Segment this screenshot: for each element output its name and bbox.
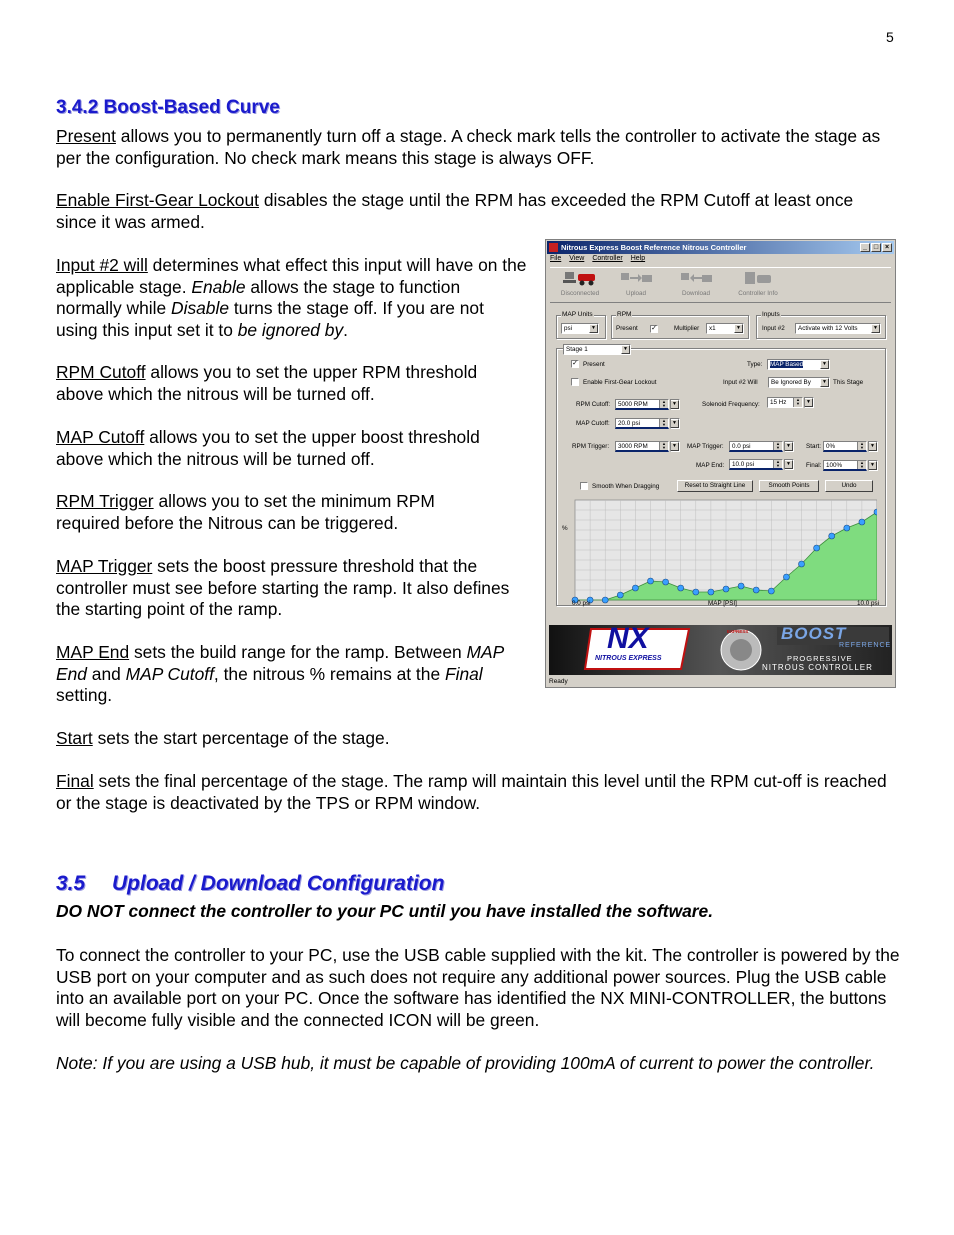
- curve-point[interactable]: [632, 585, 638, 591]
- undo-button[interactable]: Undo: [825, 480, 873, 492]
- paragraph-map-trigger: MAP Trigger sets the boost pressure threshold that the controller must see before starting the ramp. It also defines the starting point of the ramp.: [56, 556, 510, 620]
- nx-logo: NX: [607, 625, 649, 655]
- curve-point[interactable]: [708, 589, 714, 595]
- final-percent-input[interactable]: 100% ▲ ▼: [823, 460, 867, 471]
- solenoid-frequency-select[interactable]: 15 Hz ▲ ▼: [767, 397, 803, 408]
- app-title-bar: [547, 241, 894, 254]
- curve-point[interactable]: [859, 519, 865, 525]
- menu-view[interactable]: View: [569, 255, 585, 262]
- map-end-dropdown[interactable]: ▼: [784, 459, 794, 470]
- page-number: 5: [886, 29, 894, 45]
- section-heading-upload-download: 3.5 Upload / Download Configuration: [56, 872, 445, 895]
- curve-point[interactable]: [617, 592, 623, 598]
- stage-panel: Stage 1 ▼ ✓ Present Type: MAP Based ▼ Enable First-Gear Lockout Input #2 Will Be Ignored By ▼ This Stage RPM Cutoff: 5000 RPM ▲ ▼ ▼ Solenoid Frequency: 15 Hz ▲ ▼ ▼ MAP Cutoff: 20.0 psi ▲ ▼ ▼ RPM Trigger: 3000 RPM ▲ ▼ ▼ MAP Trigger: 0.0 psi ▲ ▼ ▼ Start: 0% ▲ ▼ ▼ MAP End: 10.0 psi ▲ ▼ ▼ Final: 100% ▲ ▼ ▼ Smooth When Dragging Reset to Straight Line Smooth Points Undo % 0.0 psi MAP [PSI] 10.0 psi: [556, 348, 886, 606]
- reference-label: REFERENCE: [839, 642, 892, 649]
- rpm-cutoff-dropdown[interactable]: ▼: [670, 399, 680, 410]
- app-icon: [549, 243, 558, 252]
- smooth-points-button[interactable]: Smooth Points: [759, 480, 819, 492]
- curve-point[interactable]: [799, 561, 805, 567]
- rpm-group: RPM Present ✓ Multiplier x1 ▼: [611, 315, 749, 339]
- close-button[interactable]: ×: [882, 243, 892, 252]
- curve-point[interactable]: [648, 578, 654, 584]
- paragraph-map-cutoff: MAP Cutoff allows you to set the upper boost threshold above which the nitrous will be turned off.: [56, 427, 480, 469]
- disconnected-icon: [563, 270, 597, 287]
- map-cutoff-input[interactable]: 20.0 psi ▲ ▼: [615, 418, 669, 429]
- solenoid-frequency-dropdown[interactable]: ▼: [804, 397, 814, 408]
- rpm-trigger-dropdown[interactable]: ▼: [670, 441, 680, 452]
- final-percent-dropdown[interactable]: ▼: [868, 460, 878, 471]
- type-select[interactable]: MAP Based ▼: [767, 359, 830, 370]
- curve-point[interactable]: [829, 533, 835, 539]
- reset-straight-line-button[interactable]: Reset to Straight Line: [677, 480, 753, 492]
- chart-x-max-label: 10.0 psi: [857, 600, 880, 607]
- map-cutoff-dropdown[interactable]: ▼: [670, 418, 680, 429]
- curve-point[interactable]: [814, 545, 820, 551]
- curve-point[interactable]: [663, 579, 669, 585]
- boost-title: BOOST: [781, 625, 847, 643]
- upload-icon: [619, 270, 653, 287]
- lockout-checkbox: [571, 378, 579, 386]
- map-trigger-input[interactable]: 0.0 psi ▲ ▼: [729, 441, 783, 452]
- status-bar: Ready: [549, 678, 568, 685]
- paragraph-start: Start sets the start percentage of the stage.: [56, 728, 390, 748]
- menu-controller[interactable]: Controller: [592, 255, 623, 262]
- chart-y-label: %: [562, 525, 568, 532]
- curve-point[interactable]: [844, 525, 850, 531]
- toolbar: [550, 267, 891, 303]
- curve-point[interactable]: [738, 583, 744, 589]
- paragraph-final: Final sets the final percentage of the stage. The ramp will maintain this level until the RPM cut-off is reached or the stage is deactivated by the TPS or RPM window.: [56, 771, 887, 813]
- map-end-input[interactable]: 10.0 psi ▲ ▼: [729, 459, 783, 470]
- rpm-trigger-input[interactable]: 3000 RPM ▲ ▼: [615, 441, 669, 452]
- warning-text: DO NOT connect the controller to your PC until you have installed the software.: [56, 901, 714, 921]
- controller-app-window: [545, 239, 896, 688]
- curve-point[interactable]: [753, 587, 759, 593]
- upload-button[interactable]: Upload: [608, 270, 664, 297]
- nx-boost-banner: [549, 625, 892, 675]
- rpm-cutoff-input[interactable]: 5000 RPM ▲ ▼: [615, 399, 669, 410]
- paragraph-lockout: Enable First-Gear Lockout disables the stage until the RPM has exceeded the RPM Cutoff at least once since it was armed.: [56, 190, 854, 232]
- maximize-button[interactable]: □: [871, 243, 881, 252]
- minimize-button[interactable]: _: [860, 243, 870, 252]
- input2-activation-select[interactable]: Activate with 12 Volts ▼: [795, 323, 881, 334]
- app-title: Nitrous Express Boost Reference Nitrous Controller: [561, 243, 747, 252]
- multiplier-select[interactable]: x1 ▼: [706, 323, 744, 334]
- download-button[interactable]: Download: [668, 270, 724, 297]
- rpm-present-checkbox[interactable]: ✓: [651, 325, 657, 332]
- chart-x-axis-label: MAP [PSI]: [708, 600, 737, 607]
- section-heading-boost-curve: 3.4.2 Boost-Based Curve: [56, 97, 280, 118]
- nx-brand: NITROUS EXPRESS: [595, 655, 662, 662]
- curve-point[interactable]: [693, 589, 699, 595]
- curve-point[interactable]: [768, 588, 774, 594]
- paragraph-present: Present allows you to permanently turn off a stage. A check mark tells the controller to activate the stage as per the configuration. No check mark means this stage is always OFF.: [56, 126, 881, 168]
- express-badge: EXPRESS: [727, 629, 749, 634]
- paragraph-connect: To connect the controller to your PC, use the USB cable supplied with the kit. The controller is powered by the USB port on your computer and as such does not require any additional power sources. Plug the USB cable into an available port on your PC. Once the software has identified the NX MINI-CONTROLLER, the buttons will become fully visible and the connected ICON will be green.: [56, 945, 900, 1031]
- controller-info-icon: [741, 270, 775, 287]
- paragraph-map-end: MAP End sets the build range for the ramp. Between MAP End and MAP Cutoff, the nitrous % remains at the Final setting.: [56, 642, 504, 706]
- paragraph-rpm-trigger: RPM Trigger allows you to set the minimum RPM required before the Nitrous can be triggered.: [56, 491, 435, 533]
- present-checkbox[interactable]: ✓: [572, 360, 578, 367]
- inputs-group: Inputs Input #2 Activate with 12 Volts ▼: [756, 315, 886, 339]
- paragraph-rpm-cutoff: RPM Cutoff allows you to set the upper RPM threshold above which the nitrous will be turned off.: [56, 362, 478, 404]
- curve-point[interactable]: [723, 586, 729, 592]
- download-icon: [679, 270, 713, 287]
- curve-point[interactable]: [602, 597, 608, 603]
- note-text: Note: If you are using a USB hub, it must be capable of providing 100mA of current to power the controller.: [56, 1053, 875, 1073]
- map-trigger-dropdown[interactable]: ▼: [784, 441, 794, 452]
- boost-curve-chart[interactable]: [567, 495, 880, 607]
- map-units-select[interactable]: psi ▼: [561, 323, 599, 334]
- paragraph-input2: Input #2 will determines what effect this input will have on the applicable stage. Enable allows the stage to function normally while Disable turns the stage off. If you are not using this input set it to be ignored by.: [56, 255, 527, 341]
- start-percent-input[interactable]: 0% ▲ ▼: [823, 441, 867, 452]
- smooth-dragging-checkbox[interactable]: [580, 482, 588, 490]
- progressive-label: PROGRESSIVE: [787, 654, 853, 663]
- map-units-group: MAP Units psi ▼: [556, 315, 606, 339]
- chart-x-min-label: 0.0 psi: [572, 600, 591, 607]
- nitrous-controller-label: NITROUS CONTROLLER: [762, 663, 873, 672]
- menu-bar: [550, 255, 645, 262]
- curve-point[interactable]: [678, 585, 684, 591]
- curve-point[interactable]: [783, 574, 789, 580]
- menu-help[interactable]: Help: [630, 255, 646, 262]
- menu-file[interactable]: File: [550, 255, 562, 262]
- stage-select[interactable]: Stage 1 ▼: [563, 344, 631, 355]
- start-percent-dropdown[interactable]: ▼: [868, 441, 878, 452]
- controller-info-button[interactable]: Controller Info: [730, 270, 786, 297]
- input2-will-select[interactable]: Be Ignored By ▼: [768, 377, 830, 388]
- disconnected-button[interactable]: Disconnected: [552, 270, 608, 297]
